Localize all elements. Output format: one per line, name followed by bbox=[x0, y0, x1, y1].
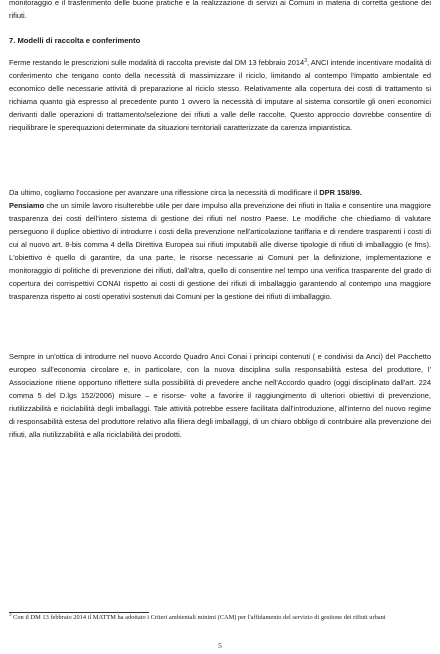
dpr-reference: DPR 158/99. bbox=[319, 188, 362, 197]
footnote-mark: 3 bbox=[9, 613, 12, 618]
paragraph-raccolta bbox=[9, 56, 431, 134]
paragraph-raccolta-text-a: Ferme restando le prescrizioni sulle modalità di raccolta previste dal DM 13 febbraio 2014 bbox=[9, 58, 305, 67]
section-heading: 7. Modelli di raccolta e conferimento bbox=[9, 36, 141, 45]
footnote bbox=[9, 614, 431, 623]
paragraph-dpr bbox=[9, 186, 431, 303]
footnote-reference[interactable]: 3 bbox=[304, 58, 307, 64]
page-number: 5 bbox=[218, 641, 222, 650]
paragraph-dpr-text-b: che un simile lavoro risulterebbe utile per dare impulso alla prevenzione dei rifiuti in Italia e consentire una maggiore trasparenza dei costi dell'intero sistema di gestione dei rifiuti nel nostro Paese. Le modifiche che chiediamo di valutare perseguono il duplice obiettivo di introdurre i costi della prevenzione nell'articolazione tariffaria e di rendere trasparenti i costi di cui al nuovo art. 8-bis comma 4 della Direttiva Europea sui rifiuti imputabili alle diverse tipologie di rifiuti di imballaggio (e fms). L'obiettivo è quello di garantire, da una parte, le risorse necessarie ai Comuni per la definizione, implementazione e monitoraggio di politiche di prevenzione dei rifiuti, dall'altra, quello di consentire nel tempo una verifica trasparente del grado di copertura dei corrispettivi CONAI rispetto ai costi di gestione dei rifiuti di imballaggio garantendo al contempo una maggiore trasparenza rispetto ai costi operativi sostenuti dai Comuni per la gestione dei rifiuti di imballaggio. bbox=[9, 201, 431, 301]
intro-paragraph: monitoraggio e il trasferimento delle buone pratiche e la realizzazione di servizi ai Comuni in materia di corretta gestione dei rifiuti. bbox=[9, 0, 431, 20]
paragraph-accordo-quadro: Sempre in un'ottica di introdurre nel nuovo Accordo Quadro Anci Conai i principi contenuti ( e condivisi da Anci) del Pacchetto europeo sull'economia circolare e, in particolare, con la nuova disciplina sulla responsabilità estesa del produttore, l' Associazione ritiene opportuno riflettere sulla possibilità di prevedere anche nell'Accordo quadro (oggi disciplinato dall'art. 224 comma 5 del D.lgs 152/2006) misure – e risorse- volte a favorire il raggiungimento di ulteriori obiettivi di prevenzione, riutilizzabilità e riciclabilità degli imballaggi. Tale attività potrebbe essere facilitata dall'introduzione, all'interno del nuovo regime di responsabilità estesa del produttore relativo alla filiera degli imballaggi, di un chiaro obbligo di contribuire alla prevenzione dei rifiuti, alla riutilizzabilità e alla riciclabilità dei prodotti. bbox=[9, 352, 431, 439]
paragraph-dpr-text-a: Da ultimo, cogliamo l'occasione per avanzare una riflessione circa la necessità di modificare il bbox=[9, 188, 320, 197]
pensiamo-bold: Pensiamo bbox=[9, 201, 45, 210]
paragraph-raccolta-text-b: , ANCI intende incentivare modalità di conferimento che tengano conto della necessità di massimizzare il riciclo, limitando al contempo l'impatto ambientale ed economico delle necessarie attività di preparazione al riciclo stesso. Relativamente alla copertura dei costi di trattamento si richiama quanto già espresso al precedente punto 1 ovvero la necessità di imputare al sistema consortile gli oneri economici derivanti dalle operazioni di trattamento/selezione dei rifiuti a valle delle raccolte. Questo approccio dovrebbe consentire di riequilibrare le sperequazioni determinate da situazioni territoriali caratterizzate da carenza impiantistica. bbox=[9, 58, 431, 132]
footnote-separator bbox=[9, 612, 149, 613]
footnote-text: Con il DM 13 febbraio 2014 il MATTM ha adottato i Criteri ambientali minimi (CAM) per l'affidamento del servizio di gestione dei rifiuti urbani bbox=[11, 614, 386, 621]
